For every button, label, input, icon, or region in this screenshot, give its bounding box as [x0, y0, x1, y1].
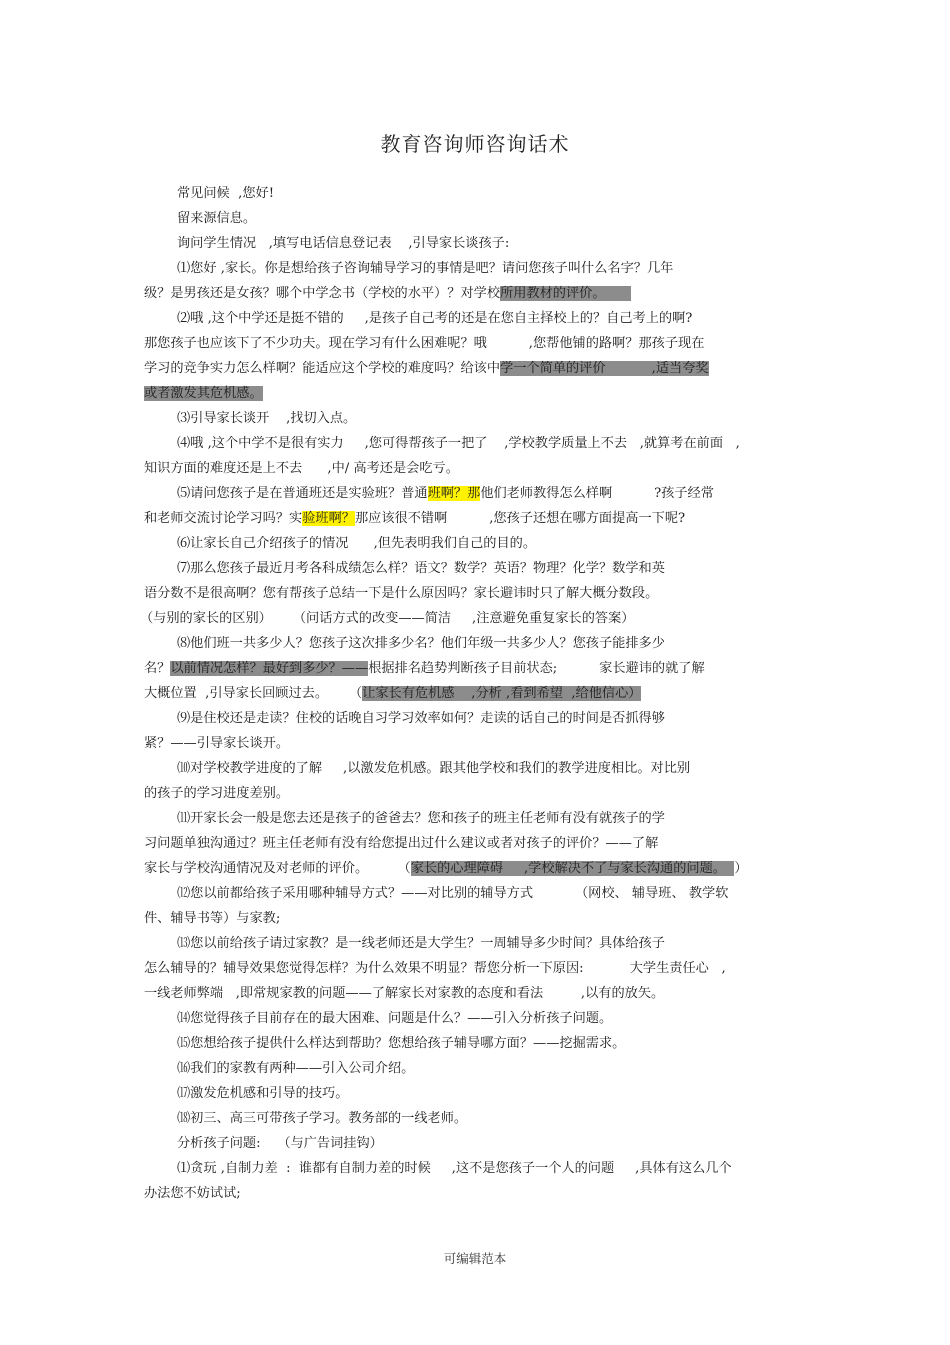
text-line	[177, 209, 256, 229]
highlighted-text-gray: 学一个简单的评价 ,适当夸奖	[500, 361, 709, 376]
text-segment: ⑻他们班一共多少人？您孩子这次排多少名？他们年级一共多少人？您孩子能排多少	[177, 636, 665, 651]
text-line	[144, 734, 289, 754]
text-line	[177, 434, 740, 454]
text-line	[177, 409, 356, 429]
text-segment: ⑺那么您孩子最近月考各科成绩怎么样？语文？数学？英语？物理？化学？数学和英	[177, 561, 665, 576]
text-line	[177, 759, 690, 779]
text-segment: 知识方面的难度还是上不去 ,中/ 高考还是会吃亏。	[144, 461, 459, 476]
text-line	[177, 1109, 467, 1129]
text-segment: 名？	[144, 661, 171, 676]
text-segment: 那您孩子也应该下了不少功夫。现在学习有什么困难呢？哦 ,您帮他铺的路啊？那孩子现在	[144, 336, 705, 351]
text-segment: 大概位置 ,引导家长回顾过去。 （	[144, 686, 363, 701]
text-segment: 分析孩子问题: （与广告词挂钩）	[177, 1136, 383, 1151]
text-segment: 习问题单独沟通过？班主任老师有没有给您提出过什么建议或者对孩子的评价？——了解	[144, 836, 659, 851]
text-segment: ⒁您觉得孩子目前存在的最大困难、问题是什么？——引入分析孩子问题。	[177, 1011, 613, 1026]
text-line	[144, 359, 709, 379]
text-segment: ⒅初三、高三可带孩子学习。教务部的一线老师。	[177, 1111, 468, 1126]
text-segment: 常见问候 ,您好!	[177, 186, 274, 201]
text-line	[144, 909, 280, 929]
text-line	[144, 784, 289, 804]
text-line	[177, 634, 665, 654]
text-line	[177, 1134, 383, 1154]
text-segment: ⑷哦 ,这个中学不是很有实力 ,您可得帮孩子一把了 ,学校教学质量上不去 ,就算考在前面 ,	[177, 436, 740, 451]
text-segment: ⑴您好 ,家长。你是想给孩子咨询辅导学习的事情是吧？请问您孩子叫什么名字？几年	[177, 261, 674, 276]
text-line	[177, 1034, 625, 1054]
text-segment: 他们老师教得怎么样啊 ?孩子经常	[480, 486, 714, 501]
text-line	[177, 934, 665, 954]
text-line	[177, 484, 714, 504]
text-line	[144, 984, 664, 1004]
text-segment: 根据排名趋势判断孩子目前状态; 家长避讳的就了解	[368, 661, 705, 676]
text-line	[144, 384, 263, 404]
text-segment: ⑽对学校教学进度的了解 ,以激发危机感。跟其他学校和我们的教学进度相比。对比别	[177, 761, 691, 776]
text-segment: 询问学生情况 ,填写电话信息登记表 ,引导家长谈孩子:	[177, 236, 510, 251]
text-line	[144, 959, 726, 979]
text-segment: （与别的家长的区别） （问话方式的改变——简洁 ,注意避免重复家长的答案）	[140, 611, 635, 626]
text-segment: ⑾开家长会一般是您去还是孩子的爸爸去？您和孩子的班主任老师有没有就孩子的学	[177, 811, 665, 826]
text-line	[177, 1084, 348, 1104]
text-segment: 件、辅导书等）与家教;	[144, 911, 281, 926]
text-line	[144, 284, 631, 304]
text-segment: 和老师交流讨论学习吗？实	[144, 511, 303, 526]
highlighted-text-yellow: 班啊？那	[427, 486, 481, 501]
text-segment: ⑹让家长自己介绍孩子的情况 ,但先表明我们自己的目的。	[177, 536, 537, 551]
highlighted-text-yellow: 验班啊？	[302, 511, 355, 526]
text-line	[140, 609, 634, 629]
text-line	[177, 1159, 732, 1179]
text-line	[177, 884, 728, 904]
text-segment: 的孩子的学习进度差别。	[144, 786, 290, 801]
highlighted-text-gray: 所用教材的评价。	[500, 286, 631, 301]
highlighted-text-gray: 或者激发其危机感。	[144, 386, 263, 401]
text-line	[177, 559, 665, 579]
page-footer: 可编辑范本	[443, 1251, 507, 1266]
text-segment: 一线老师弊端 ,即常规家教的问题——了解家长对家教的态度和看法 ,以有的放矢。	[144, 986, 665, 1001]
text-line	[144, 834, 658, 854]
highlighted-text-gray: 以前情况怎样？最好到多少？——	[170, 661, 369, 676]
text-segment: 级？是男孩还是女孩？哪个中学念书（学校的水平）？对学校	[144, 286, 501, 301]
text-line	[177, 259, 673, 279]
text-segment: ⑼是住校还是走读？住校的话晚自习学习效率如何？走读的话自己的时间是否抓得够	[177, 711, 665, 726]
text-line	[177, 234, 509, 254]
text-segment: 怎么辅导的？辅导效果您觉得怎样？为什么效果不明显？帮您分析一下原因: 大学生责任心 ,	[144, 961, 726, 976]
text-line	[177, 1059, 414, 1079]
highlighted-text-gray: 让家长有危机感 ,分析 ,看到希望 ,给他信心）	[362, 686, 642, 701]
text-line	[144, 334, 704, 354]
text-segment: 家长与学校沟通情况及对老师的评价。 （	[144, 861, 411, 876]
text-segment: ⑵哦 ,这个中学还是挺不错的 ,是孩子自己考的还是在您自主择校上的？自己考上的啊?	[177, 311, 693, 326]
text-segment: 办法您不妨试试;	[144, 1186, 241, 1201]
text-segment: ⑸请问您孩子是在普通班还是实验班？普通	[177, 486, 428, 501]
text-segment: ⒃我们的家教有两种——引入公司介绍。	[177, 1061, 415, 1076]
text-segment: ⑿您以前都给孩子采用哪种辅导方式？——对比别的辅导方式 （网校、 辅导班、 教学软	[177, 886, 729, 901]
text-line	[177, 184, 274, 204]
text-segment: 语分数不是很高啊？您有帮孩子总结一下是什么原因吗？家长避讳时只了解大概分数段。	[144, 586, 659, 601]
text-line	[177, 1009, 612, 1029]
text-segment: ）	[734, 861, 748, 876]
text-segment: 学习的竞争实力怎么样啊？能适应这个学校的难度吗？给该中	[144, 361, 501, 376]
text-segment: ⒄激发危机感和引导的技巧。	[177, 1086, 349, 1101]
text-line	[144, 1184, 241, 1204]
text-line	[144, 509, 685, 529]
text-line	[177, 309, 692, 329]
text-segment: ⑶引导家长谈开 ,找切入点。	[177, 411, 357, 426]
text-segment: ⑴贪玩 ,自制力差 : 谁都有自制力差的时候 ,这不是您孩子一个人的问题 ,具体有这么几个	[177, 1161, 732, 1176]
text-segment: 那应该很不错啊 ,您孩子还想在哪方面提高一下呢?	[355, 511, 686, 526]
text-segment: ⒂您想给孩子提供什么样达到帮助？您想给孩子辅导哪方面？——挖掘需求。	[177, 1036, 626, 1051]
text-line	[177, 709, 665, 729]
text-line	[144, 459, 459, 479]
text-segment: 紧？——引导家长谈开。	[144, 736, 290, 751]
text-line	[144, 584, 658, 604]
highlighted-text-gray: 家长的心理障碍 ,学校解决不了与家长沟通的问题。	[410, 861, 735, 876]
text-line	[144, 659, 705, 679]
text-line	[177, 534, 536, 554]
text-line	[144, 684, 641, 704]
text-segment: 留来源信息。	[177, 211, 257, 226]
document-title: 教育咨询师咨询话术	[380, 132, 570, 156]
text-line	[144, 859, 748, 879]
text-line	[177, 809, 665, 829]
text-segment: ⒀您以前给孩子请过家教？是一线老师还是大学生？一周辅导多少时间？具体给孩子	[177, 936, 665, 951]
